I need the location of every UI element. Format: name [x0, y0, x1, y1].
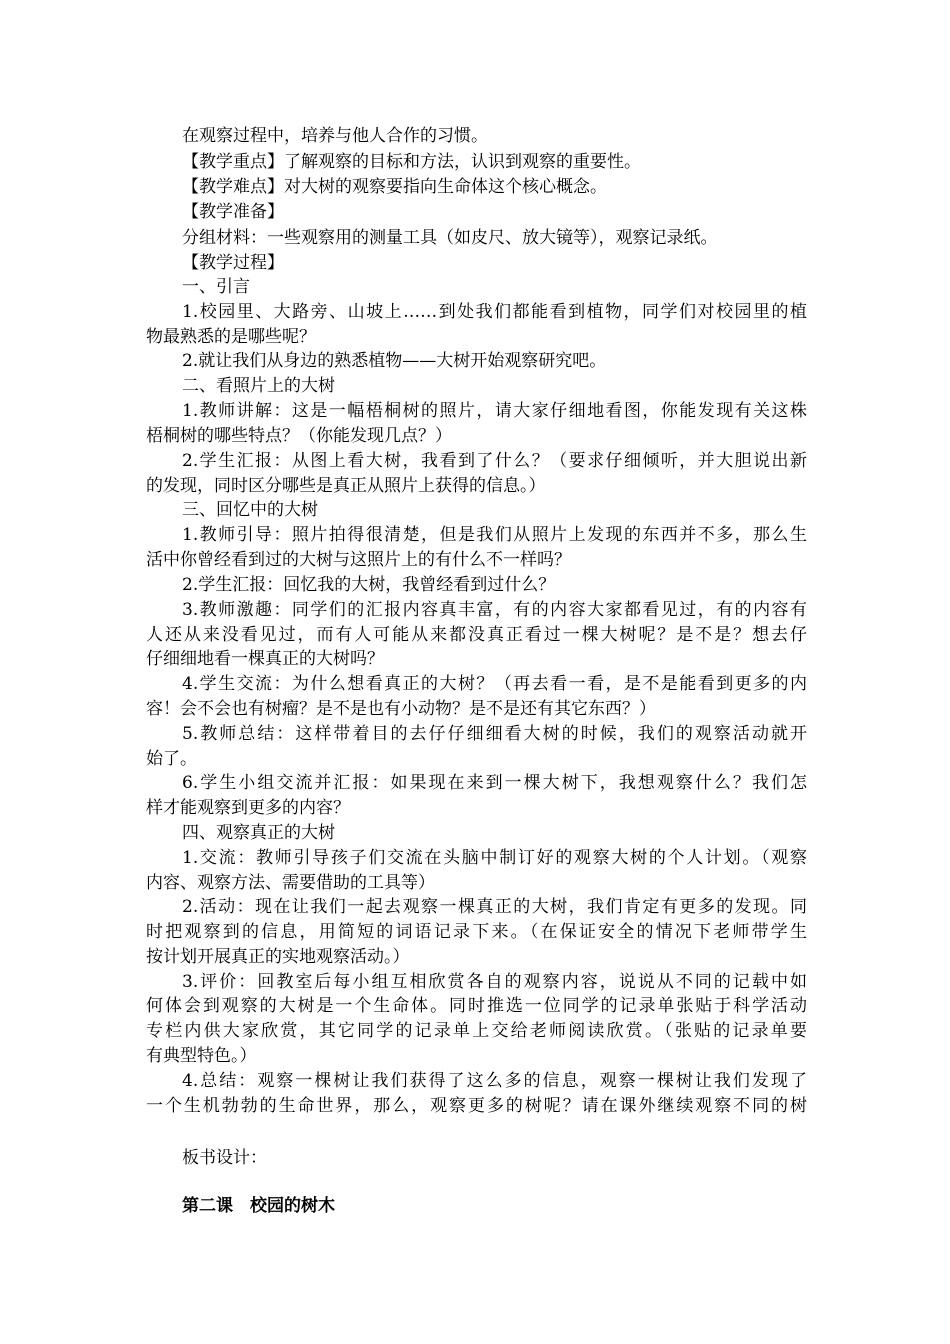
text-line: 2.就让我们从身边的熟悉植物——大树开始观察研究吧。 [182, 351, 607, 371]
lesson-heading: 第二课 校园的树木 [182, 1196, 335, 1216]
text-line: 3.评价：回教室后每小组互相欣赏各自的观察内容，说说从不同的记载中如 [182, 972, 807, 992]
text-line: 3.教师激趣：同学们的汇报内容真丰富，有的内容大家都看见过，有的内容有 [182, 600, 807, 620]
text-line: 2.学生汇报：回忆我的大树，我曾经看到过什么？ [182, 575, 556, 595]
text-line: 样才能观察到更多的内容？ [146, 798, 350, 818]
section-heading: 四、观察真正的大树 [182, 823, 335, 843]
text-line: 始了。 [146, 749, 197, 769]
board-design-label: 板书设计： [182, 1148, 267, 1168]
text-line: 物最熟悉的是哪些呢？ [146, 327, 316, 347]
text-line: 【教学重点】了解观察的目标和方法，认识到观察的重要性。 [182, 152, 641, 172]
text-line: 1.教师引导：照片拍得很清楚，但是我们从照片上发现的东西并不多，那么生 [182, 525, 807, 545]
text-line: 内容、观察方法、需要借助的工具等） [146, 873, 435, 893]
text-line: 1.教师讲解：这是一幅梧桐树的照片，请大家仔细地看图，你能发现有关这株 [182, 401, 807, 421]
text-line: 仔细细地看一棵真正的大树吗？ [146, 649, 384, 669]
text-line: 4.学生交流：为什么想看真正的大树？（再去看一看，是不是能看到更多的内 [182, 674, 807, 694]
section-heading: 二、看照片上的大树 [182, 376, 335, 396]
text-line: 1.交流：教师引导孩子们交流在头脑中制订好的观察大树的个人计划。（观察 [182, 848, 807, 868]
text-line: 1.校园里、大路旁、山坡上……到处我们都能看到植物，同学们对校园里的植 [182, 302, 807, 322]
section-heading: 三、回忆中的大树 [182, 500, 318, 520]
text-line: 专栏内供大家欣赏，其它同学的记录单上交给老师阅读欣赏。（张贴的记录单要 [146, 1021, 807, 1041]
text-line: 一个生机勃勃的生命世界，那么，观察更多的树呢？请在课外继续观察不同的树 [146, 1096, 807, 1116]
text-line: 梧桐树的哪些特点？（你能发现几点？） [146, 426, 452, 446]
text-line: 4.总结：观察一棵树让我们获得了这么多的信息，观察一棵树让我们发现了 [182, 1071, 807, 1091]
text-line: 5.教师总结：这样带着目的去仔仔细细看大树的时候，我们的观察活动就开 [182, 724, 807, 744]
text-line: 【教学准备】 [182, 202, 284, 222]
text-line: 的发现，同时区分哪些是真正从照片上获得的信息。） [146, 476, 546, 496]
text-line: 6.学生小组交流并汇报：如果现在来到一棵大树下，我想观察什么？我们怎 [182, 773, 807, 793]
text-line: 2.活动：现在让我们一起去观察一棵真正的大树，我们肯定有更多的发现。同 [182, 897, 807, 917]
text-line: 人还从来没看见过，而有人可能从来都没真正看过一棵大树呢？是不是？想去仔 [146, 625, 807, 645]
text-line: 在观察过程中，培养与他人合作的习惯。 [182, 126, 488, 146]
text-line: 有典型特色。） [146, 1046, 257, 1066]
section-heading: 一、引言 [182, 277, 250, 297]
text-line: 容！会不会也有树瘤？是不是也有小动物？是不是还有其它东西？） [146, 699, 656, 719]
text-line: 时把观察到的信息，用简短的词语记录下来。（在保证安全的情况下老师带学生 [146, 922, 807, 942]
text-line: 2.学生汇报：从图上看大树，我看到了什么？（要求仔细倾听，并大胆说出新 [182, 451, 807, 471]
text-line: 按计划开展真正的实地观察活动。） [146, 947, 410, 967]
text-line: 分组材料：一些观察用的测量工具（如皮尺、放大镜等），观察记录纸。 [182, 228, 718, 248]
text-line: 【教学难点】对大树的观察要指向生命体这个核心概念。 [182, 177, 607, 197]
text-line: 活中你曾经看到过的大树与这照片上的有什么不一样吗？ [146, 550, 571, 570]
text-line: 【教学过程】 [182, 253, 284, 273]
text-line: 何体会到观察的大树是一个生命体。同时推选一位同学的记录单张贴于科学活动 [146, 996, 807, 1016]
